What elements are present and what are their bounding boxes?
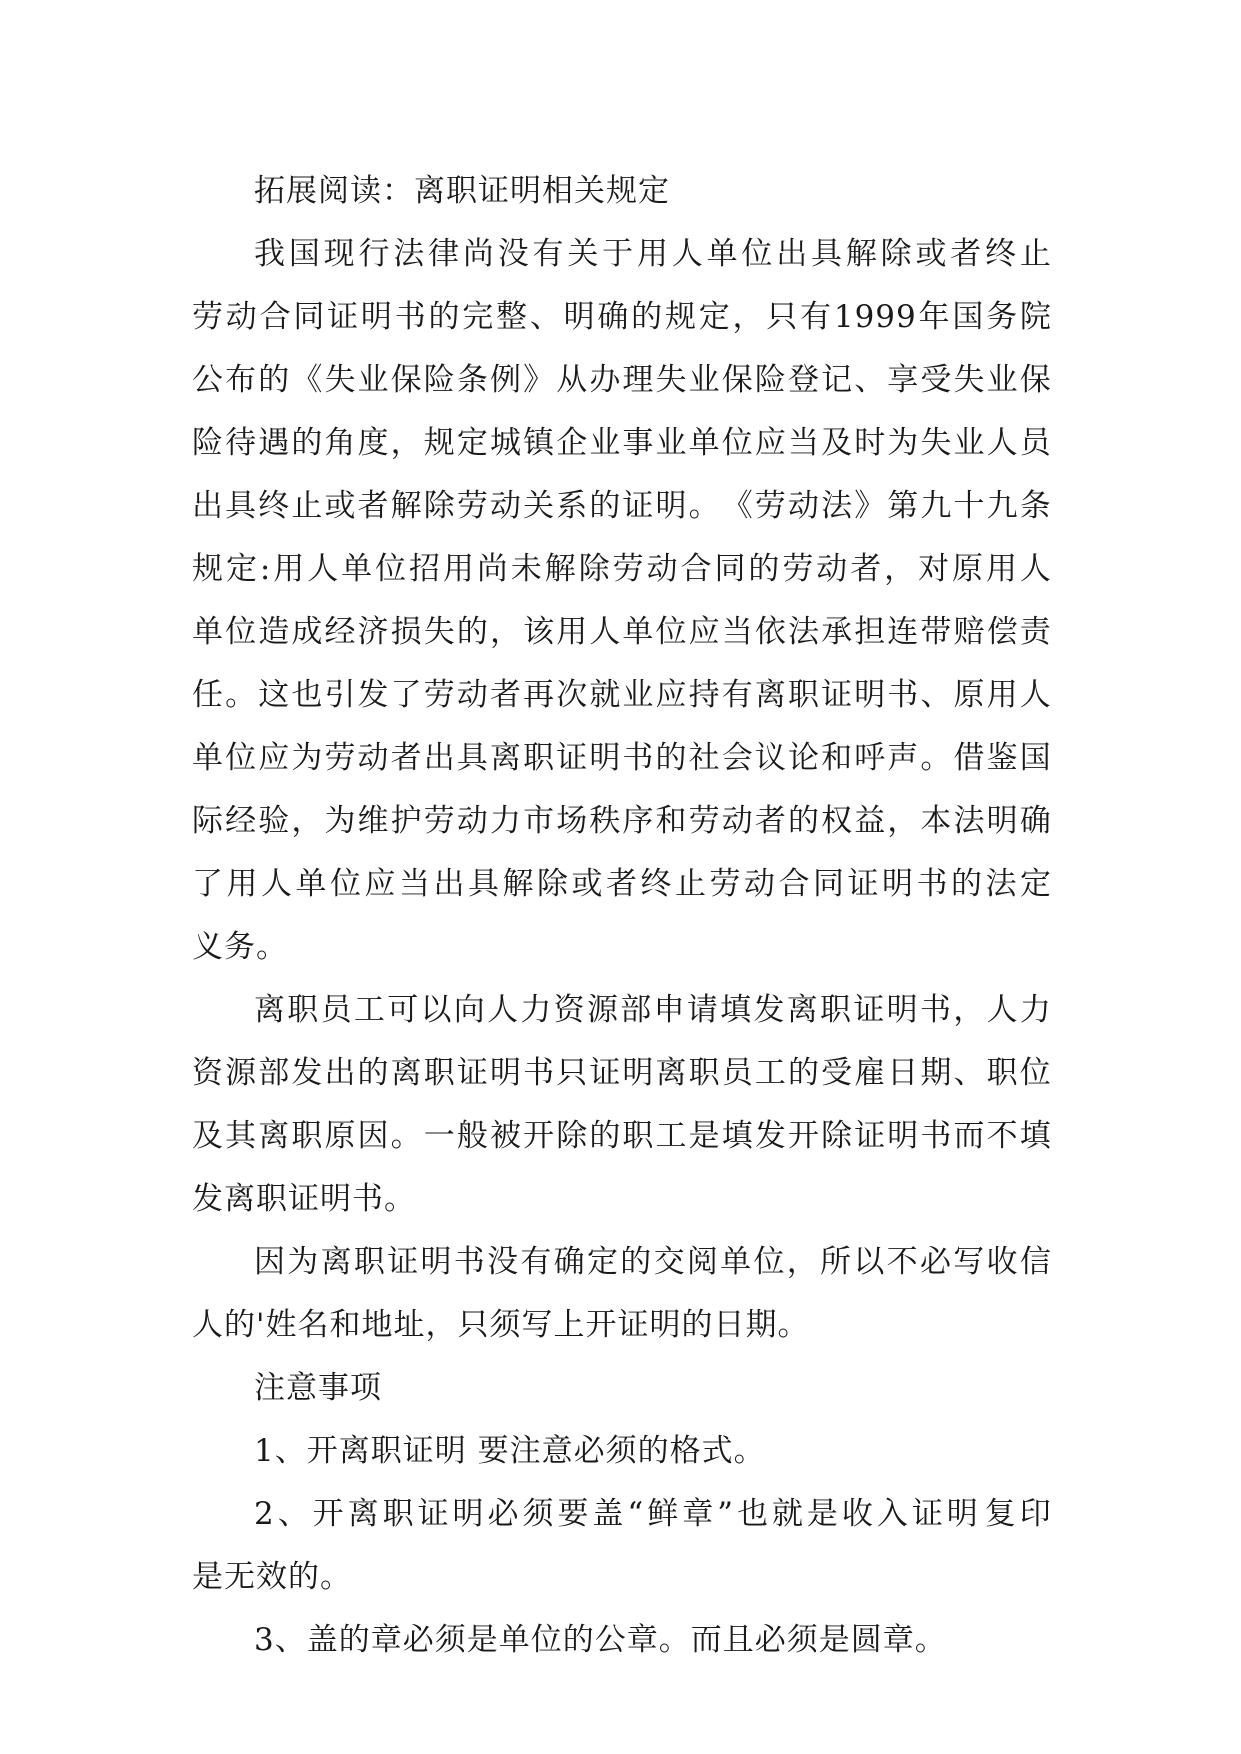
paragraph-certificate-content: [192, 979, 1052, 1231]
paragraph-line: 及 其 离 职 原 因 。 一 般 被 开 除 的 职 工 是 填 发 开 除 证 明 书 而 不 填: [192, 1118, 1052, 1154]
paragraph-line: 因 为 离 职 证 明 书 没 有 确 定 的 交 阅 单 位 ， 所 以 不 必 写 收 信: [254, 1244, 1052, 1280]
note-item-continuation: 是无效的。: [192, 1559, 352, 1595]
document-page: [192, 160, 1052, 1672]
paragraph-line: 义务。: [192, 929, 288, 965]
paragraph-line: 离 职 员 工 可 以 向 人 力 资 源 部 申 请 填 发 离 职 证 明 书 ， 人 力: [254, 992, 1052, 1028]
notes-title: 注意事项: [254, 1370, 382, 1406]
paragraph-line: 劳 动 合 同 证 明 书 的 完 整 、 明 确 的 规 定 ， 只 有 1999 年 国 务 院: [192, 299, 1052, 335]
paragraph-line: 了 用 人 单 位 应 当 出 具 解 除 或 者 终 止 劳 动 合 同 证 明 书 的 法 定: [192, 866, 1052, 902]
note-item: 1、开离职证明 要注意必须的格式。: [254, 1433, 766, 1469]
paragraph-legal-background: [192, 223, 1052, 979]
paragraph-line: 险 待 遇 的 角 度 ， 规 定 城 镇 企 业 事 业 单 位 应 当 及 时 为 失 业 人 员: [192, 425, 1052, 461]
paragraph-line: 单 位 应 为 劳 动 者 出 具 离 职 证 明 书 的 社 会 议 论 和 呼 声 。 借 鉴 国: [192, 740, 1052, 776]
note-item: 3、盖的章必须是单位的公章。而且必须是圆章。: [254, 1622, 947, 1658]
paragraph-line: 出 具 终 止 或 者 解 除 劳 动 关 系 的 证 明 。 《 劳 动 法 》 第 九 十 九 条: [192, 488, 1052, 524]
heading: 拓展阅读：离职证明相关规定: [254, 173, 670, 209]
paragraph-recipient-note: [192, 1231, 1052, 1357]
notes-list: [192, 1420, 1052, 1672]
paragraph-line: 人的'姓名和地址，只须写上开证明的日期。: [192, 1307, 810, 1343]
paragraph-line: 我 国 现 行 法 律 尚 没 有 关 于 用 人 单 位 出 具 解 除 或 者 终 止: [254, 236, 1052, 272]
paragraph-line: 际 经 验 ， 为 维 护 劳 动 力 市 场 秩 序 和 劳 动 者 的 权 益 ， 本 法 明 确: [192, 803, 1052, 839]
paragraph-line: 单 位 造 成 经 济 损 失 的 ， 该 用 人 单 位 应 当 依 法 承 担 连 带 赔 偿 责: [192, 614, 1052, 650]
paragraph-line: 规 定 : 用 人 单 位 招 用 尚 未 解 除 劳 动 合 同 的 劳 动 者 ， 对 原 用 人: [192, 551, 1052, 587]
note-item: 2 、 开 离 职 证 明 必 须 要 盖 “ 鲜 章 ” 也 就 是 收 入 证 明 复 印: [254, 1496, 1052, 1532]
paragraph-line: 公 布 的 《 失 业 保 险 条 例 》 从 办 理 失 业 保 险 登 记 、 享 受 失 业 保: [192, 362, 1052, 398]
paragraph-line: 任 。 这 也 引 发 了 劳 动 者 再 次 就 业 应 持 有 离 职 证 明 书 、 原 用 人: [192, 677, 1052, 713]
paragraph-line: 发离职证明书。: [192, 1181, 416, 1217]
paragraph-line: 资 源 部 发 出 的 离 职 证 明 书 只 证 明 离 职 员 工 的 受 雇 日 期 、 职 位: [192, 1055, 1052, 1091]
